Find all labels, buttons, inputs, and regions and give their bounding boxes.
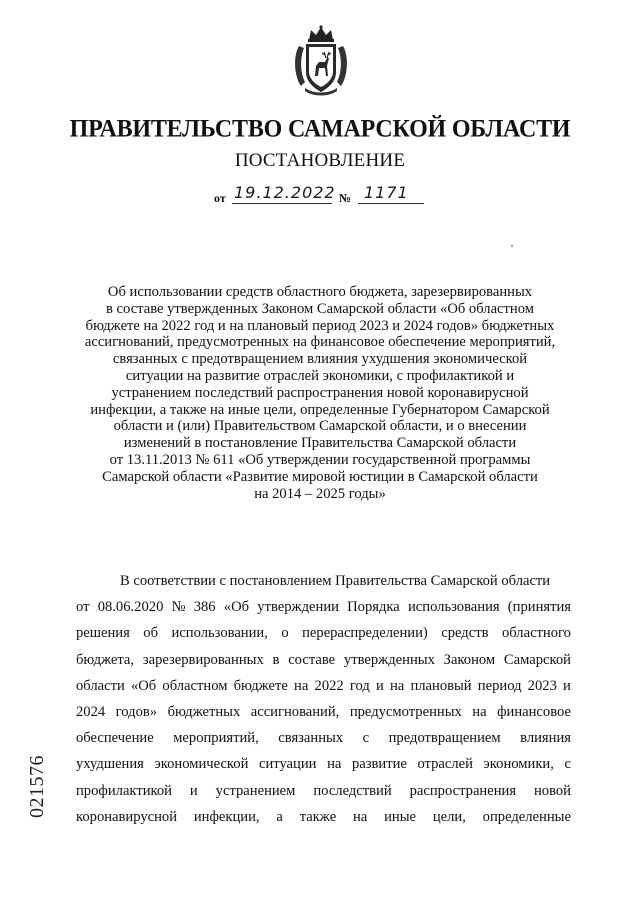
body-word: экономики, [483, 756, 554, 773]
body-word: коронавирусной [76, 808, 178, 825]
subject-line: от 13.11.2013 № 611 «Об утверждении государственной программы [109, 451, 531, 468]
body-word: профилактикой [76, 782, 172, 799]
body-line [76, 751, 571, 777]
body-word: на [472, 703, 487, 720]
subject-line: ситуации на развитие отраслей экономики, с профилактикой и [125, 367, 515, 384]
subject-line: на 2014 – 2025 годы» [254, 485, 386, 502]
body-word: бюджетных [167, 703, 241, 720]
body-line [76, 725, 571, 751]
body-word: на [353, 808, 368, 825]
body-line [76, 778, 571, 804]
body-word: ситуации [258, 756, 317, 773]
body-line [76, 804, 571, 830]
body-word: плановый [410, 677, 472, 694]
body-word: экономической [154, 756, 249, 773]
body-word: последствий [313, 782, 392, 799]
number-value: 1171 [364, 183, 409, 202]
body-word: области [76, 677, 125, 694]
subject-line: связанных с предотвращением влияния ухудшения экономической [112, 351, 528, 368]
subject-line: изменений в постановление Правительства Самарской области [123, 435, 517, 452]
body-word: и [375, 677, 384, 694]
document-subject [70, 284, 570, 502]
document-body [76, 568, 571, 830]
body-word: использовании, [171, 625, 268, 642]
body-word: новой [533, 782, 571, 799]
body-word: бюджета, [76, 651, 135, 668]
body-word: использования [407, 599, 500, 616]
body-word: распространения [409, 782, 517, 799]
subject-line: Самарской области «Развитие мировой юстиции в Самарской области [102, 468, 538, 485]
body-word: ассигнований, [250, 703, 340, 720]
body-word: обеспечение [76, 730, 154, 747]
body-word: отраслей [417, 756, 473, 773]
body-word: на [294, 677, 309, 694]
body-word: влияния [520, 730, 571, 747]
body-word: определенные [482, 808, 571, 825]
body-word: составе [288, 651, 336, 668]
body-word: Законом [443, 651, 496, 668]
body-word: бюджете [233, 677, 288, 694]
body-word: Порядка [347, 599, 400, 616]
body-word: мероприятий, [173, 730, 259, 747]
body-word: средств [441, 625, 489, 642]
subject-line: устранением последствий распространения новой коронавирусной [111, 384, 529, 401]
body-word: на [327, 756, 342, 773]
body-word: 08.06.2020 [97, 599, 164, 616]
body-word: об [143, 625, 159, 642]
body-word: 2023 [527, 677, 557, 694]
body-word: решения [76, 625, 130, 642]
body-word: о [281, 625, 289, 642]
body-word: цели, [432, 808, 466, 825]
body-word: областном [162, 677, 228, 694]
body-word: в [272, 651, 280, 668]
body-word: также [299, 808, 337, 825]
body-word: 386 [193, 599, 216, 616]
number-underline [358, 203, 424, 204]
body-word: № [171, 599, 186, 616]
body-word: на [389, 677, 405, 694]
body-word: (принятия [507, 599, 571, 616]
body-line [76, 647, 571, 673]
body-word: предотвращением [388, 730, 501, 747]
body-word: утверждении [257, 599, 339, 616]
body-word: а [276, 808, 283, 825]
body-word: устранением [215, 782, 296, 799]
scan-speck [511, 245, 513, 247]
body-word: областного [501, 625, 571, 642]
body-line: В соответствии с постановлением Правительства Самарской области [120, 573, 551, 589]
body-word: и [563, 677, 571, 694]
document-type: ПОСТАНОВЛЕНИЕ [234, 150, 406, 171]
body-word: годов» [115, 703, 158, 720]
date-number-line [214, 183, 434, 207]
subject-line: Об использовании средств областного бюджета, зарезервированных [107, 284, 533, 300]
subject-line: бюджете на 2022 год и на плановый период 2023 и 2024 годов» бюджетных [85, 317, 555, 334]
body-word: финансовое [497, 703, 571, 720]
samara-coat-of-arms-icon [291, 24, 351, 98]
body-line [76, 673, 571, 699]
body-word: инфекции, [193, 808, 260, 825]
date-value: 19.12.2022 [234, 183, 336, 202]
body-word: период [477, 677, 522, 694]
number-prefix: № [339, 191, 352, 205]
body-word: 2022 [314, 677, 344, 694]
subject-line: в составе утвержденных Законом Самарской области «Об областном [106, 300, 534, 317]
registration-stamp-number: 021576 [26, 755, 48, 818]
body-word: год [349, 677, 370, 694]
body-word: и [189, 782, 198, 799]
body-word: иные [384, 808, 417, 825]
subject-line: ассигнований, предусмотренных на финансовое обеспечение мероприятий, [84, 334, 556, 351]
date-prefix: от [214, 191, 226, 205]
body-word: с [564, 756, 571, 773]
body-word: от [76, 599, 90, 616]
body-word: Самарской [503, 651, 571, 668]
subject-line: области и (или) Правительством Самарской области, и о внесении [113, 418, 527, 435]
body-word: зарезервированных [142, 651, 264, 668]
subject-line: инфекции, а также на иные цели, определенные Губернатором Самарской [90, 401, 550, 418]
body-word: утвержденных [343, 651, 435, 668]
body-line [76, 699, 571, 725]
body-word: перераспределении) [302, 625, 428, 642]
body-word: связанных [278, 730, 344, 747]
body-line [76, 620, 571, 646]
body-line [76, 594, 571, 620]
body-word: развитие [351, 756, 407, 773]
body-word: с [362, 730, 370, 747]
body-word: 2024 [76, 703, 106, 720]
date-underline [232, 203, 332, 204]
body-word: «Об [223, 599, 250, 616]
body-word: ухудшения [76, 756, 144, 773]
body-word: предусмотренных [349, 703, 462, 720]
government-title: ПРАВИТЕЛЬСТВО САМАРСКОЙ ОБЛАСТИ [69, 115, 571, 143]
body-word: «Об [130, 677, 157, 694]
